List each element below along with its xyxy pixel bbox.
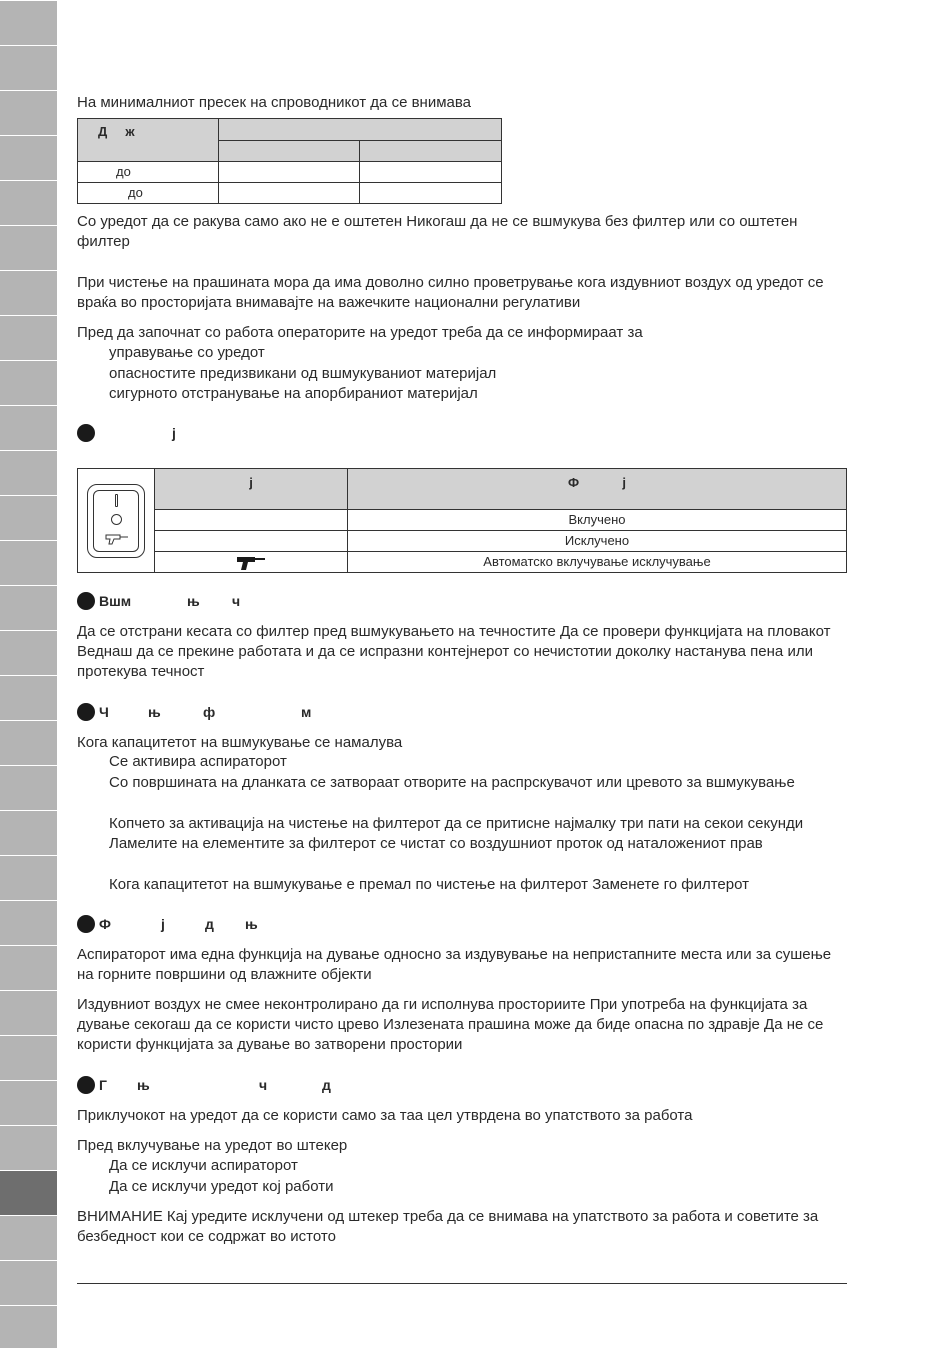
list-item: Копчето за активација на чистење на филтерот да се притисне најмалку три пати на секои секунди Ламелите на елементите за филтерот се чистат со воздушниот проток од наталожениот прав: [109, 815, 804, 852]
language-tab: [0, 765, 57, 810]
damage-warning-text: Со уредот да се ракува само ако не е оштетен Никогаш да не се вшмукува без филтер или со оштетен филтер: [77, 213, 798, 250]
language-tab-strip: [0, 0, 57, 1348]
heading-text: Ч: [99, 704, 109, 720]
blow-warning-text: Издувниот воздух не смее неконтролирано да ги исполнува просториите При употреба на функцијата за дување секогаш да се користи чисто црево Излезената прашина може да биде опасна по здравје Да не се користи функцијата за дување во затворени простории: [77, 996, 824, 1053]
language-tab: [0, 855, 57, 900]
table-cell: [219, 183, 360, 204]
language-tab: [0, 360, 57, 405]
language-tab: [0, 270, 57, 315]
language-tab: [0, 180, 57, 225]
language-tab: [0, 450, 57, 495]
heading-text: њ: [187, 593, 200, 609]
socket-text: Приклучокот на уредот да се користи само за таа цел утврдена во упатството за работа: [77, 1107, 693, 1124]
heading-text: Ф: [99, 916, 111, 932]
heading-text: ч: [232, 593, 241, 609]
language-tab: [0, 495, 57, 540]
heading-text: д: [322, 1077, 331, 1093]
language-tab: [0, 945, 57, 990]
table-row: [78, 531, 847, 552]
warning-text: ВНИМАНИЕ Кај уредите исклучени од штекер треба да се внимава на упатството за работа и советите за безбедност кои се содржат во истото: [77, 1208, 819, 1245]
rotary-switch-icon: [87, 484, 145, 558]
table-cell: Исклучено: [348, 531, 847, 552]
section-bullet-icon: [77, 703, 95, 721]
ventilation-text: При чистење на прашината мора да има доволно силно проветрување кога издувниот воздух од уредот се враќа во просторијата внимавајте на важечките национални регулативи: [77, 274, 824, 311]
section-bullet-icon: [77, 424, 95, 442]
list-item: сигурното отстранување на апорбираниот материјал: [109, 385, 478, 402]
language-tab: [0, 1125, 57, 1170]
header-text: ј: [622, 475, 627, 490]
list-item: управување со уредот: [109, 344, 265, 361]
table-cell: [155, 531, 348, 552]
intro-text: На минималниот пресек на спроводникот да се внимава: [77, 94, 472, 111]
language-tab: [0, 810, 57, 855]
language-tab: [0, 720, 57, 765]
list-item: Кога капацитетот на вшмукување е премал по чистење на филтерот Заменете го филтерот: [109, 876, 749, 893]
heading-text: д: [205, 916, 214, 932]
cross-section-header: [219, 119, 502, 141]
table-cell: до: [78, 162, 219, 183]
language-tab: [0, 45, 57, 90]
heading-text: Г: [99, 1077, 107, 1093]
table-cell: [155, 552, 348, 573]
cable-length-header: [78, 119, 219, 162]
table-row: [78, 510, 847, 531]
tool-icon: [236, 555, 266, 571]
language-tab: [0, 1260, 57, 1305]
footer-divider: [77, 1283, 847, 1284]
heading-text: ф: [203, 704, 216, 720]
table-cell: [219, 162, 360, 183]
language-tab: [0, 1035, 57, 1080]
filter-text: Кога капацитетот на вшмукување се намалува: [77, 734, 403, 751]
heading-text: Вшм: [99, 593, 132, 609]
table-row: [78, 162, 502, 183]
header-text: Ф: [567, 475, 580, 490]
heading-text: њ: [137, 1077, 150, 1093]
heading-text: њ: [245, 916, 258, 932]
table-cell: Автоматско вклучување исклучување: [348, 552, 847, 573]
table-row: [78, 183, 502, 204]
switch-table: [77, 468, 847, 573]
list-item: Да се исклучи уредот кој работи: [109, 1178, 334, 1195]
language-tab: [0, 1215, 57, 1260]
off-symbol-icon: [111, 514, 122, 525]
language-tab: [0, 1080, 57, 1125]
heading-text: ј: [172, 425, 176, 441]
table-cell: [360, 183, 502, 204]
section-bullet-icon: [77, 915, 95, 933]
language-tab: [0, 90, 57, 135]
switch-knob-cell: [78, 469, 155, 573]
heading-text: м: [301, 704, 312, 720]
section-bullet-icon: [77, 1076, 95, 1094]
heading-text: ч: [259, 1077, 268, 1093]
language-tab: [0, 540, 57, 585]
table-cell: [155, 510, 348, 531]
function-header: [348, 469, 847, 510]
on-symbol-icon: [115, 494, 118, 507]
header-letter: Д: [98, 124, 108, 139]
language-tab: [0, 405, 57, 450]
table-row: [78, 552, 847, 573]
language-tab: [0, 135, 57, 180]
language-tab: [0, 675, 57, 720]
header-letter: ж: [125, 124, 135, 139]
language-tab: [0, 0, 57, 45]
socket-before-text: Пред вклучување на уредот во штекер: [77, 1137, 348, 1154]
list-item: Со површината на дланката се затвораат отворите на распрскувачот или цревото за вшмукување: [109, 774, 795, 791]
language-tab: [0, 990, 57, 1035]
list-item: Се активира аспираторот: [109, 753, 287, 770]
list-item: Да се исклучи аспираторот: [109, 1157, 298, 1174]
table-cell: Вклучено: [348, 510, 847, 531]
cable-table: [77, 118, 502, 204]
language-tab: [0, 1305, 57, 1350]
position-header: [155, 469, 348, 510]
language-tab: [0, 900, 57, 945]
table-cell: [360, 162, 502, 183]
language-tab: [0, 315, 57, 360]
language-tab: [0, 585, 57, 630]
language-tab: [0, 225, 57, 270]
cross-section-subheader: [219, 141, 360, 162]
language-tab: [0, 1170, 57, 1215]
language-tab: [0, 630, 57, 675]
header-text: ј: [249, 475, 253, 490]
power-tool-icon: [105, 533, 129, 545]
inform-text: Пред да започнат со работа операторите на уредот треба да се информираат за: [77, 324, 643, 341]
table-cell: до: [78, 183, 219, 204]
blow-text: Аспираторот има една функција на дување односно за издувување на непристапните места или за сушење на горните површини од влажните објекти: [77, 946, 832, 983]
list-item: опасностите предизвикани од вшмукуваниот материјал: [109, 365, 497, 382]
cross-section-subheader: [360, 141, 502, 162]
section-bullet-icon: [77, 592, 95, 610]
liquid-text: Да се отстрани кесата со филтер пред вшмукувањето на течностите Да се провери функцијата на пловакот Веднаш да се прекине работата и да се испразни контејнерот со нечистотии доколку настанува пена или протекува течност: [77, 623, 831, 680]
heading-text: њ: [148, 704, 161, 720]
heading-text: ј: [161, 916, 165, 932]
